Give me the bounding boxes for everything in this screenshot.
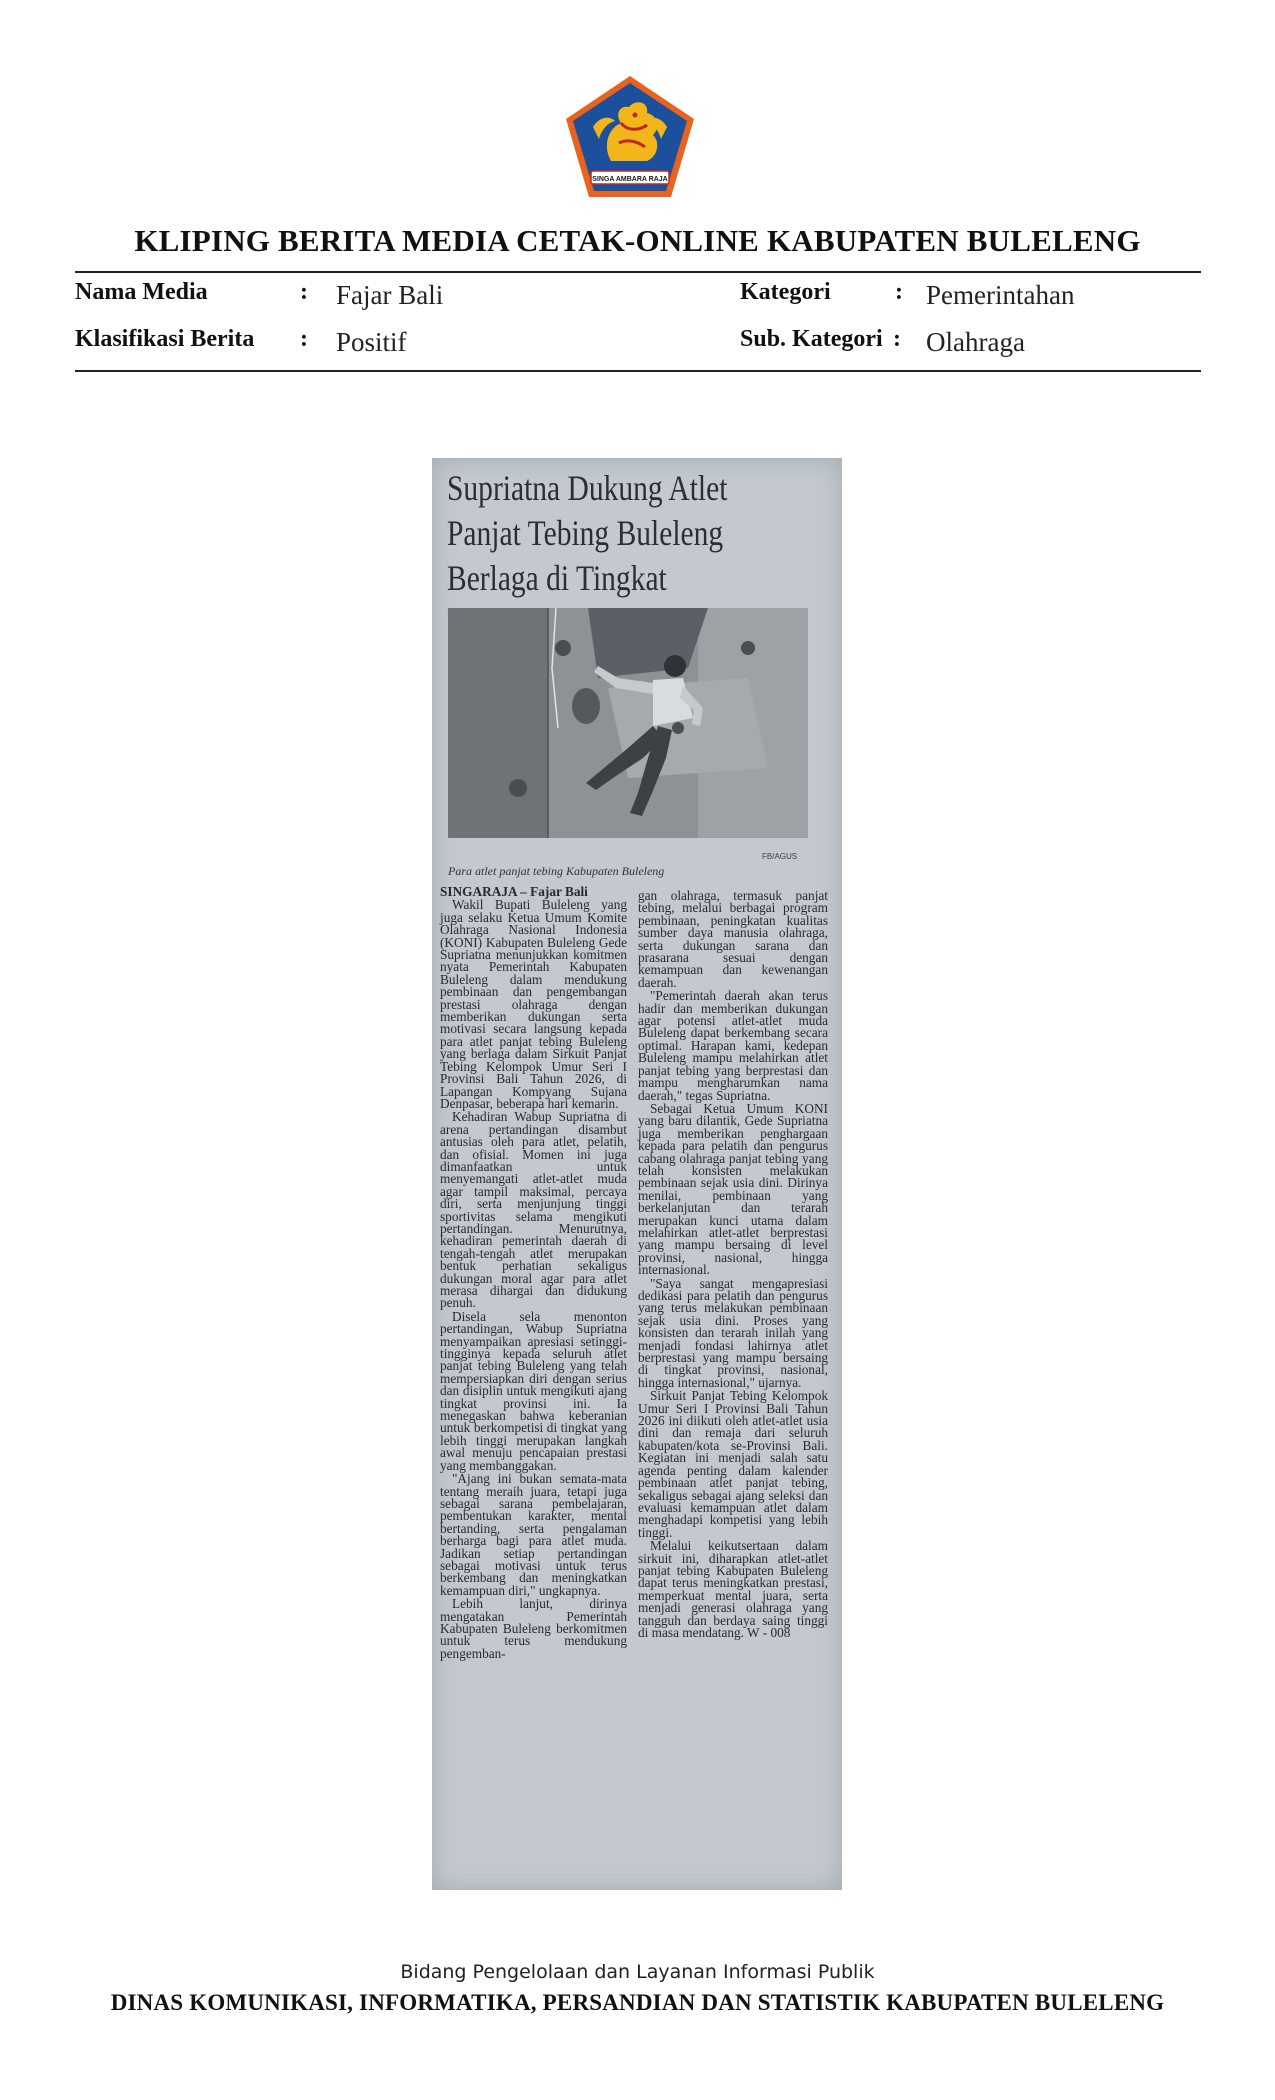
climbing-photo [448,608,808,838]
article-paragraph: "Pemerintah daerah akan terus hadir dan memberikan dukungan agar potensi atlet-atlet muda Buleleng dapat berkembang secara optimal. Harapan kami, kedepan Buleleng mampu melahirkan atlet panjat tebing yang berprestasi dan mampu mengharumkan nama daerah," tegas Supriatna. [638,988,828,1103]
media-name-value: Fajar Bali [336,280,444,310]
sub-kategori-value: Olahraga [926,327,1025,357]
article-paragraph: gan olahraga, termasuk panjat tebing, melalui berbagai program pembinaan, peningkatan kualitas sumber daya manusia olahraga, serta dukungan sarana dan prasarana sesuai dengan kemampuan dan kewenangan daerah. [638,888,828,990]
media-name-label: Nama Media [75,279,208,305]
header-divider-bottom [75,370,1201,372]
footer-department: DINAS KOMUNIKASI, INFORMATIKA, PERSANDIAN DAN STATISTIK KABUPATEN BULELENG [110,1990,1165,2015]
kategori-value: Pemerintahan [926,280,1075,310]
article-paragraph: Wakil Bupati Buleleng yang juga selaku Ketua Umum Komite Olahraga Nasional Indonesia (KONI) Kabupaten Buleleng Gede Supriatna menunjukkan komitmen nyata Pemerintah Kabupaten Buleleng dalam mendukung pembinaan dan pengembangan prestasi olahraga dengan memberikan dukungan serta motivasi secara langsung kepada para atlet panjat tebing Buleleng yang berlaga dalam Sirkuit Panjat Tebing Kelompok Umur Seri I Provinsi Bali Tahun 2026, di Lapangan Kompyang Sujana Denpasar, beberapa hari kemarin. [440,897,627,1111]
klasifikasi-value: Positif [336,327,407,357]
kategori-label: Kategori [740,279,831,305]
kategori-colon: : [895,279,903,305]
article-paragraph: Melalui keikutsertaan dalam sirkuit ini, diharapkan atlet-atlet panjat tebing Kabupaten Buleleng dapat terus meningkatkan prestasi, memperkuat mental juara, serta menjadi generasi olahraga yang tangguh dan berdaya saing tinggi di masa mendatang. W - 008 [638,1538,828,1640]
document-title: KLIPING BERITA MEDIA CETAK-ONLINE KABUPATEN BULELENG [134,223,1141,258]
article-dateline: SINGARAJA – Fajar Bali [440,884,588,899]
klasifikasi-colon: : [300,326,308,352]
article-paragraph: Sirkuit Panjat Tebing Kelompok Umur Seri I Provinsi Bali Tahun 2026 ini diikuti oleh atlet-atlet usia dini dan remaja dari seluruh kabupaten/kota se-Provinsi Bali. Kegiatan ini menjadi salah satu agenda penting dalam kalender pembinaan atlet panjat tebing, sekaligus sebagai ajang seleksi dan evaluasi kemampuan atlet dalam menghadapi kompetisi yang lebih tinggi. [638,1388,828,1540]
article-column-right [638,890,828,1640]
footer-subtitle: Bidang Pengelolaan dan Layanan Informasi Publik [400,1961,875,1983]
article-paragraph: Sebagai Ketua Umum KONI yang baru dilantik, Gede Supriatna juga memberikan penghargaan kepada para pelatih dan pengurus cabang olahraga panjat tebing yang telah konsisten melakukan pembinaan sejak usia dini. Dirinya menilai, pembinaan yang berkelanjutan dan terarah merupakan kunci utama dalam melahirkan atlet-atlet berprestasi yang mampu bersaing di level provinsi, nasional, hingga internasional. [638,1100,828,1278]
article-paragraph: Lebih lanjut, dirinya mengatakan Pemerintah Kabupaten Buleleng berkomitmen untuk terus mendukung pengemban- [440,1596,627,1661]
logo-banner-text: SINGA AMBARA RAJA [592,176,668,183]
photo-credit: FB/AGUS [762,852,798,861]
article-paragraph: Disela sela menonton pertandingan, Wabup Supriatna menyampaikan apresiasi setinggi-tingginya kepada seluruh atlet panjat tebing Buleleng yang telah mempersiapkan diri dengan serius dan disiplin untuk mengikuti ajang tingkat provinsi ini. Ia menegaskan bahwa keberanian untuk berkompetisi di tingkat yang lebih tinggi merupakan langkah awal menuju pencapaian prestasi yang membanggakan. [440,1308,627,1473]
header-divider-top [75,271,1201,273]
buleleng-emblem-logo [563,73,697,201]
article-column-left [440,886,627,1661]
media-name-colon: : [300,279,308,305]
article-headline: Supriatna Dukung Atlet Panjat Tebing Buleleng Berlaga di Tingkat [447,468,728,598]
klasifikasi-label: Klasifikasi Berita [75,326,255,352]
article-paragraph: "Ajang ini bukan semata-mata tentang meraih juara, tetapi juga sebagai sarana pembelajaran, pembentukan karakter, mental bertanding, serta pengalaman berharga bagi para atlet muda. Jadikan setiap pertandingan sebagai motivasi untuk terus berkembang dan meningkatkan kemampuan diri," ungkapnya. [440,1471,627,1598]
newspaper-clipping [432,458,842,1890]
article-paragraph: "Saya sangat mengapresiasi dedikasi para pelatih dan pengurus yang terus melakukan pembinaan sejak usia dini. Proses yang konsisten dan terarah inilah yang menjadi fondasi lahirnya atlet berprestasi yang mampu bersaing di tingkat provinsi, nasional, hingga internasional," ujarnya. [638,1275,828,1390]
sub-kategori-colon: : [893,326,901,352]
article-paragraph: Kehadiran Wabup Supriatna di arena pertandingan disambut antusias oleh para atlet, pelatih, dan ofisial. Momen ini juga dimanfaatkan untuk menyemangati atlet-atlet muda agar tampil maksimal, percaya diri, serta menjunjung tinggi sportivitas selama mengikuti pertandingan. Menurutnya, kehadiran pemerintah daerah di tengah-tengah atlet merupakan bentuk perhatian sekaligus dukungan moral agar para atlet merasa dihargai dan didukung penuh. [440,1109,627,1311]
sub-kategori-label: Sub. Kategori [740,326,883,352]
photo-caption: Para atlet panjat tebing Kabupaten Buleleng [448,864,665,878]
